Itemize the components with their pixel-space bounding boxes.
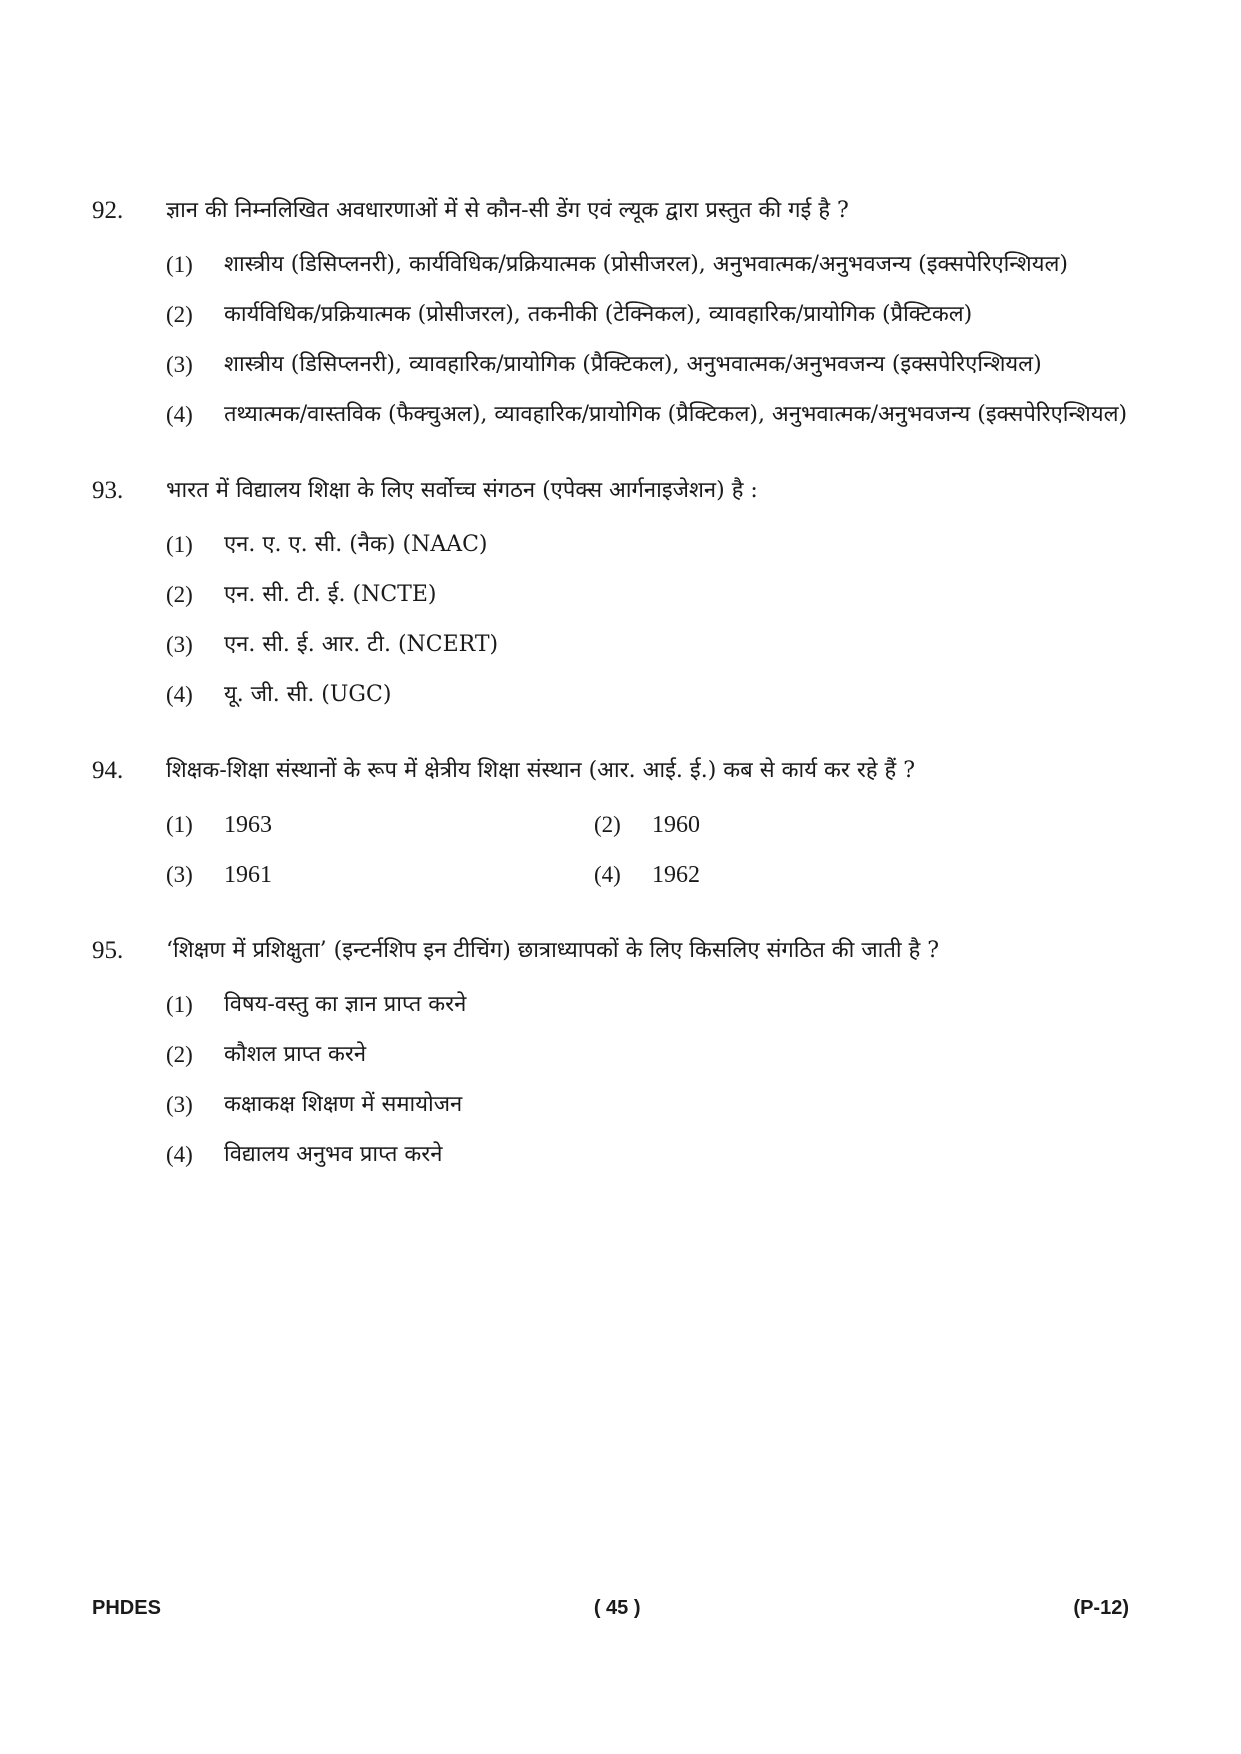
option-text: यू. जी. सी. (UGC) bbox=[224, 682, 392, 707]
option bbox=[166, 240, 1142, 290]
question-text: ‘शिक्षण में प्रशिक्षुता’ (इन्टर्नशिप इन टीचिंग) छात्राध्यापकों के लिए किसलिए संगठित की जाती है ? bbox=[166, 938, 940, 963]
option-label: (4) bbox=[166, 1142, 193, 1167]
question-number: 93. bbox=[92, 477, 124, 504]
option bbox=[166, 800, 594, 850]
option-text: तथ्यात्मक/वास्तविक (फैक्चुअल), व्यावहारिक/प्रायोगिक (प्रैक्टिकल), अनुभवात्मक/अनुभवजन्य (इक्सपेरिएन्शियल) bbox=[224, 402, 1128, 427]
question-number: 92. bbox=[92, 197, 124, 224]
option-label: (1) bbox=[166, 812, 193, 837]
option-text: विद्यालय अनुभव प्राप्त करने bbox=[224, 1142, 443, 1167]
option bbox=[166, 340, 1142, 390]
option bbox=[166, 1130, 1142, 1180]
question-92 bbox=[92, 186, 1142, 440]
option-text: एन. ए. ए. सी. (नैक) (NAAC) bbox=[224, 532, 488, 557]
option bbox=[166, 980, 1142, 1030]
option-label: (1) bbox=[166, 252, 193, 277]
option-label: (2) bbox=[166, 582, 193, 607]
option-text: शास्त्रीय (डिसिप्लनरी), व्यावहारिक/प्रायोगिक (प्रैक्टिकल), अनुभवात्मक/अनुभवजन्य (इक्सपेरिएन्शियल) bbox=[224, 352, 1042, 377]
question-list bbox=[92, 186, 1142, 1206]
option-text: 1961 bbox=[224, 862, 272, 888]
option-text: विषय-वस्तु का ज्ञान प्राप्त करने bbox=[224, 992, 467, 1017]
footer-set: (P-12) bbox=[1073, 1597, 1129, 1619]
option-text: कौशल प्राप्त करने bbox=[224, 1042, 367, 1067]
options-list bbox=[166, 240, 1142, 440]
option bbox=[166, 670, 1142, 720]
option-label: (2) bbox=[166, 1042, 193, 1067]
option-label: (1) bbox=[166, 532, 193, 557]
question-text: ज्ञान की निम्नलिखित अवधारणाओं में से कौन-सी डेंग एवं ल्यूक द्वारा प्रस्तुत की गई है ? bbox=[166, 198, 849, 223]
option-text: एन. सी. ई. आर. टी. (NCERT) bbox=[224, 632, 499, 657]
option bbox=[594, 850, 1142, 900]
question-text: भारत में विद्यालय शिक्षा के लिए सर्वोच्च संगठन (एपेक्स आर्गनाइजेशन) है : bbox=[166, 478, 758, 503]
option bbox=[594, 800, 1142, 850]
option bbox=[166, 570, 1142, 620]
option bbox=[166, 1030, 1142, 1080]
option-label: (2) bbox=[594, 812, 621, 837]
question-95 bbox=[92, 926, 1142, 1180]
question-text: शिक्षक-शिक्षा संस्थानों के रूप में क्षेत्रीय शिक्षा संस्थान (आर. आई. ई.) कब से कार्य कर रहे हैं ? bbox=[166, 758, 915, 783]
option bbox=[166, 290, 1142, 340]
option-label: (3) bbox=[166, 1092, 193, 1117]
footer-code: PHDES bbox=[92, 1597, 161, 1619]
question-number: 95. bbox=[92, 937, 124, 964]
option-text: कार्यविधिक/प्रक्रियात्मक (प्रोसीजरल), तकनीकी (टेक्निकल), व्यावहारिक/प्रायोगिक (प्रैक्टिकल) bbox=[224, 302, 973, 327]
option-label: (3) bbox=[166, 352, 193, 377]
options-grid bbox=[166, 800, 1142, 900]
page-number: ( 45 ) bbox=[593, 1597, 641, 1619]
option-text: कक्षाकक्ष शिक्षण में समायोजन bbox=[224, 1092, 463, 1117]
option-label: (1) bbox=[166, 992, 193, 1017]
option-label: (2) bbox=[166, 302, 193, 327]
option bbox=[166, 620, 1142, 670]
option-label: (4) bbox=[166, 402, 193, 427]
option-text: शास्त्रीय (डिसिप्लनरी), कार्यविधिक/प्रक्रियात्मक (प्रोसीजरल), अनुभवात्मक/अनुभवजन्य (इक्सपेरिएन्शियल) bbox=[224, 252, 1068, 277]
option bbox=[166, 1080, 1142, 1130]
question-93 bbox=[92, 466, 1142, 720]
options-list bbox=[166, 520, 1142, 720]
option bbox=[166, 520, 1142, 570]
option-text: 1963 bbox=[224, 812, 272, 838]
option-label: (3) bbox=[166, 862, 193, 887]
question-number: 94. bbox=[92, 757, 124, 784]
page-footer bbox=[92, 1597, 1129, 1620]
options-list bbox=[166, 980, 1142, 1180]
option-text: एन. सी. टी. ई. (NCTE) bbox=[224, 582, 437, 607]
option bbox=[166, 390, 1142, 440]
option-text: 1962 bbox=[652, 862, 700, 888]
option-label: (4) bbox=[166, 682, 193, 707]
option-label: (4) bbox=[594, 862, 621, 887]
option-label: (3) bbox=[166, 632, 193, 657]
option bbox=[166, 850, 594, 900]
question-94 bbox=[92, 746, 1142, 900]
option-text: 1960 bbox=[652, 812, 700, 838]
